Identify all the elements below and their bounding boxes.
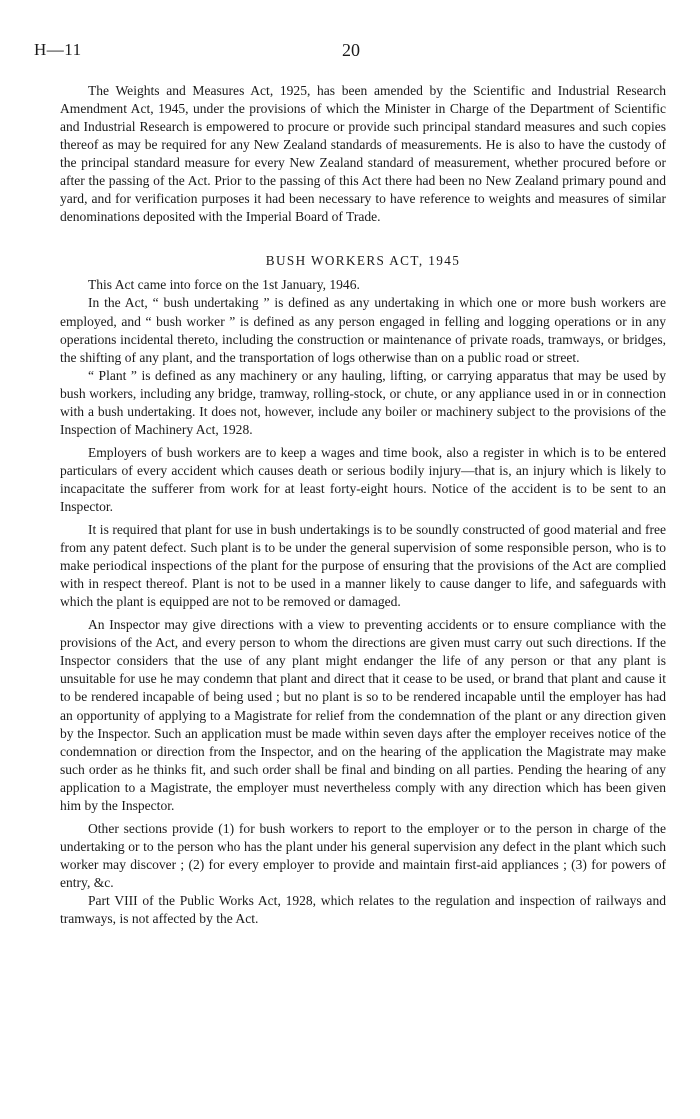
paragraph: An Inspector may give directions with a view to preventing accidents or to ensure compliance with the provisions of the Act, and every person to whom the directions are given must carry out such directions. If the Inspector considers that the use of any plant might endanger the life of any person or that any plant is unsuitable for use he may condemn that plant and direct that it cease to be used, or brand that plant and cause it to be rendered incapable of being used ; but no plant is so to be rendered incapable until the employer has had an opportunity of applying to a Magistrate for relief from the condemnation of the plant or any direction given by the Inspector. Such an application must be made within seven days after the employer receives notice of the condemnation or direction from the Inspector, and on the hearing of the application the Magistrate may make such order as he thinks fit, and such order shall be final and binding on all parties. Pending the hearing of any application to a Magistrate, the employer must nevertheless comply with any direction which has been given him by the Inspector. [60, 617, 666, 813]
paragraph: It is required that plant for use in bush undertakings is to be soundly constructed of good material and free from any patent defect. Such plant is to be under the general supervision of some responsible person, who is to make periodical inspections of the plant for the purpose of ensuring that the provisions of the Act are complied with in respect thereof. Plant is not to be used in a manner likely to cause danger to life, and safeguards with which the plant is equipped are not to be removed or damaged. [60, 522, 666, 610]
page-header [34, 40, 666, 62]
document-reference: H—11 [34, 40, 82, 59]
section-heading: BUSH WORKERS ACT, 1945 [265, 253, 461, 269]
paragraph: Other sections provide (1) for bush workers to report to the employer or to the person in charge of the undertaking or to the person who has the plant under his general supervision any defect in the plant which such worker may discover ; (2) for every employer to provide and maintain first-aid appliances ; (3) for powers of entry, &c. [60, 820, 666, 890]
intro-paragraph: The Weights and Measures Act, 1925, has been amended by the Scientific and Industrial Research Amendment Act, 1945, under the provisions of which the Minister in Charge of the Department of Scientific and Industrial Research is empowered to procure or provide such principal standard measures and such copies thereof as may be required for any New Zealand standards of measurements. He is also to have the custody of the principal standard measure for every New Zealand standard of measurement, whether procured before or after the passing of the Act. Prior to the passing of this Act there had been no New Zealand primary pound and yard, and for verification purposes it had been necessary to have reference to weights and measures of similar denominations deposited with the Imperial Board of Trade. [60, 83, 666, 225]
paragraph: Employers of bush workers are to keep a wages and time book, also a register in which is to be entered particulars of every accident which causes death or serious bodily injury—that is, an injury which is likely to incapacitate the sufferer from work for at least forty-eight hours. Notice of the accident is to be sent to an Inspector. [60, 444, 666, 514]
page-body [60, 82, 666, 928]
paragraph: “ Plant ” is defined as any machinery or any hauling, lifting, or carrying apparatus that may be used by bush workers, including any bridge, tramway, rolling-stock, or chute, or any appliance used in or in connection with a bush undertaking. It does not, however, include any boiler or machinery subject to the provisions of the Inspection of Machinery Act, 1928. [60, 367, 666, 437]
paragraph: In the Act, “ bush undertaking ” is defined as any undertaking in which one or more bush workers are employed, and “ bush worker ” is defined as any person engaged in felling and logging operations or in any operations incidental thereto, including the construction or maintenance of private roads, tramways, or bridges, the shifting of any plant, and the transportation of logs otherwise than on a public road or street. [60, 295, 666, 365]
paragraph: This Act came into force on the 1st January, 1946. [88, 277, 360, 293]
page-number: 20 [342, 40, 360, 60]
paragraph: Part VIII of the Public Works Act, 1928, which relates to the regulation and inspection of railways and tramways, is not affected by the Act. [60, 892, 666, 927]
